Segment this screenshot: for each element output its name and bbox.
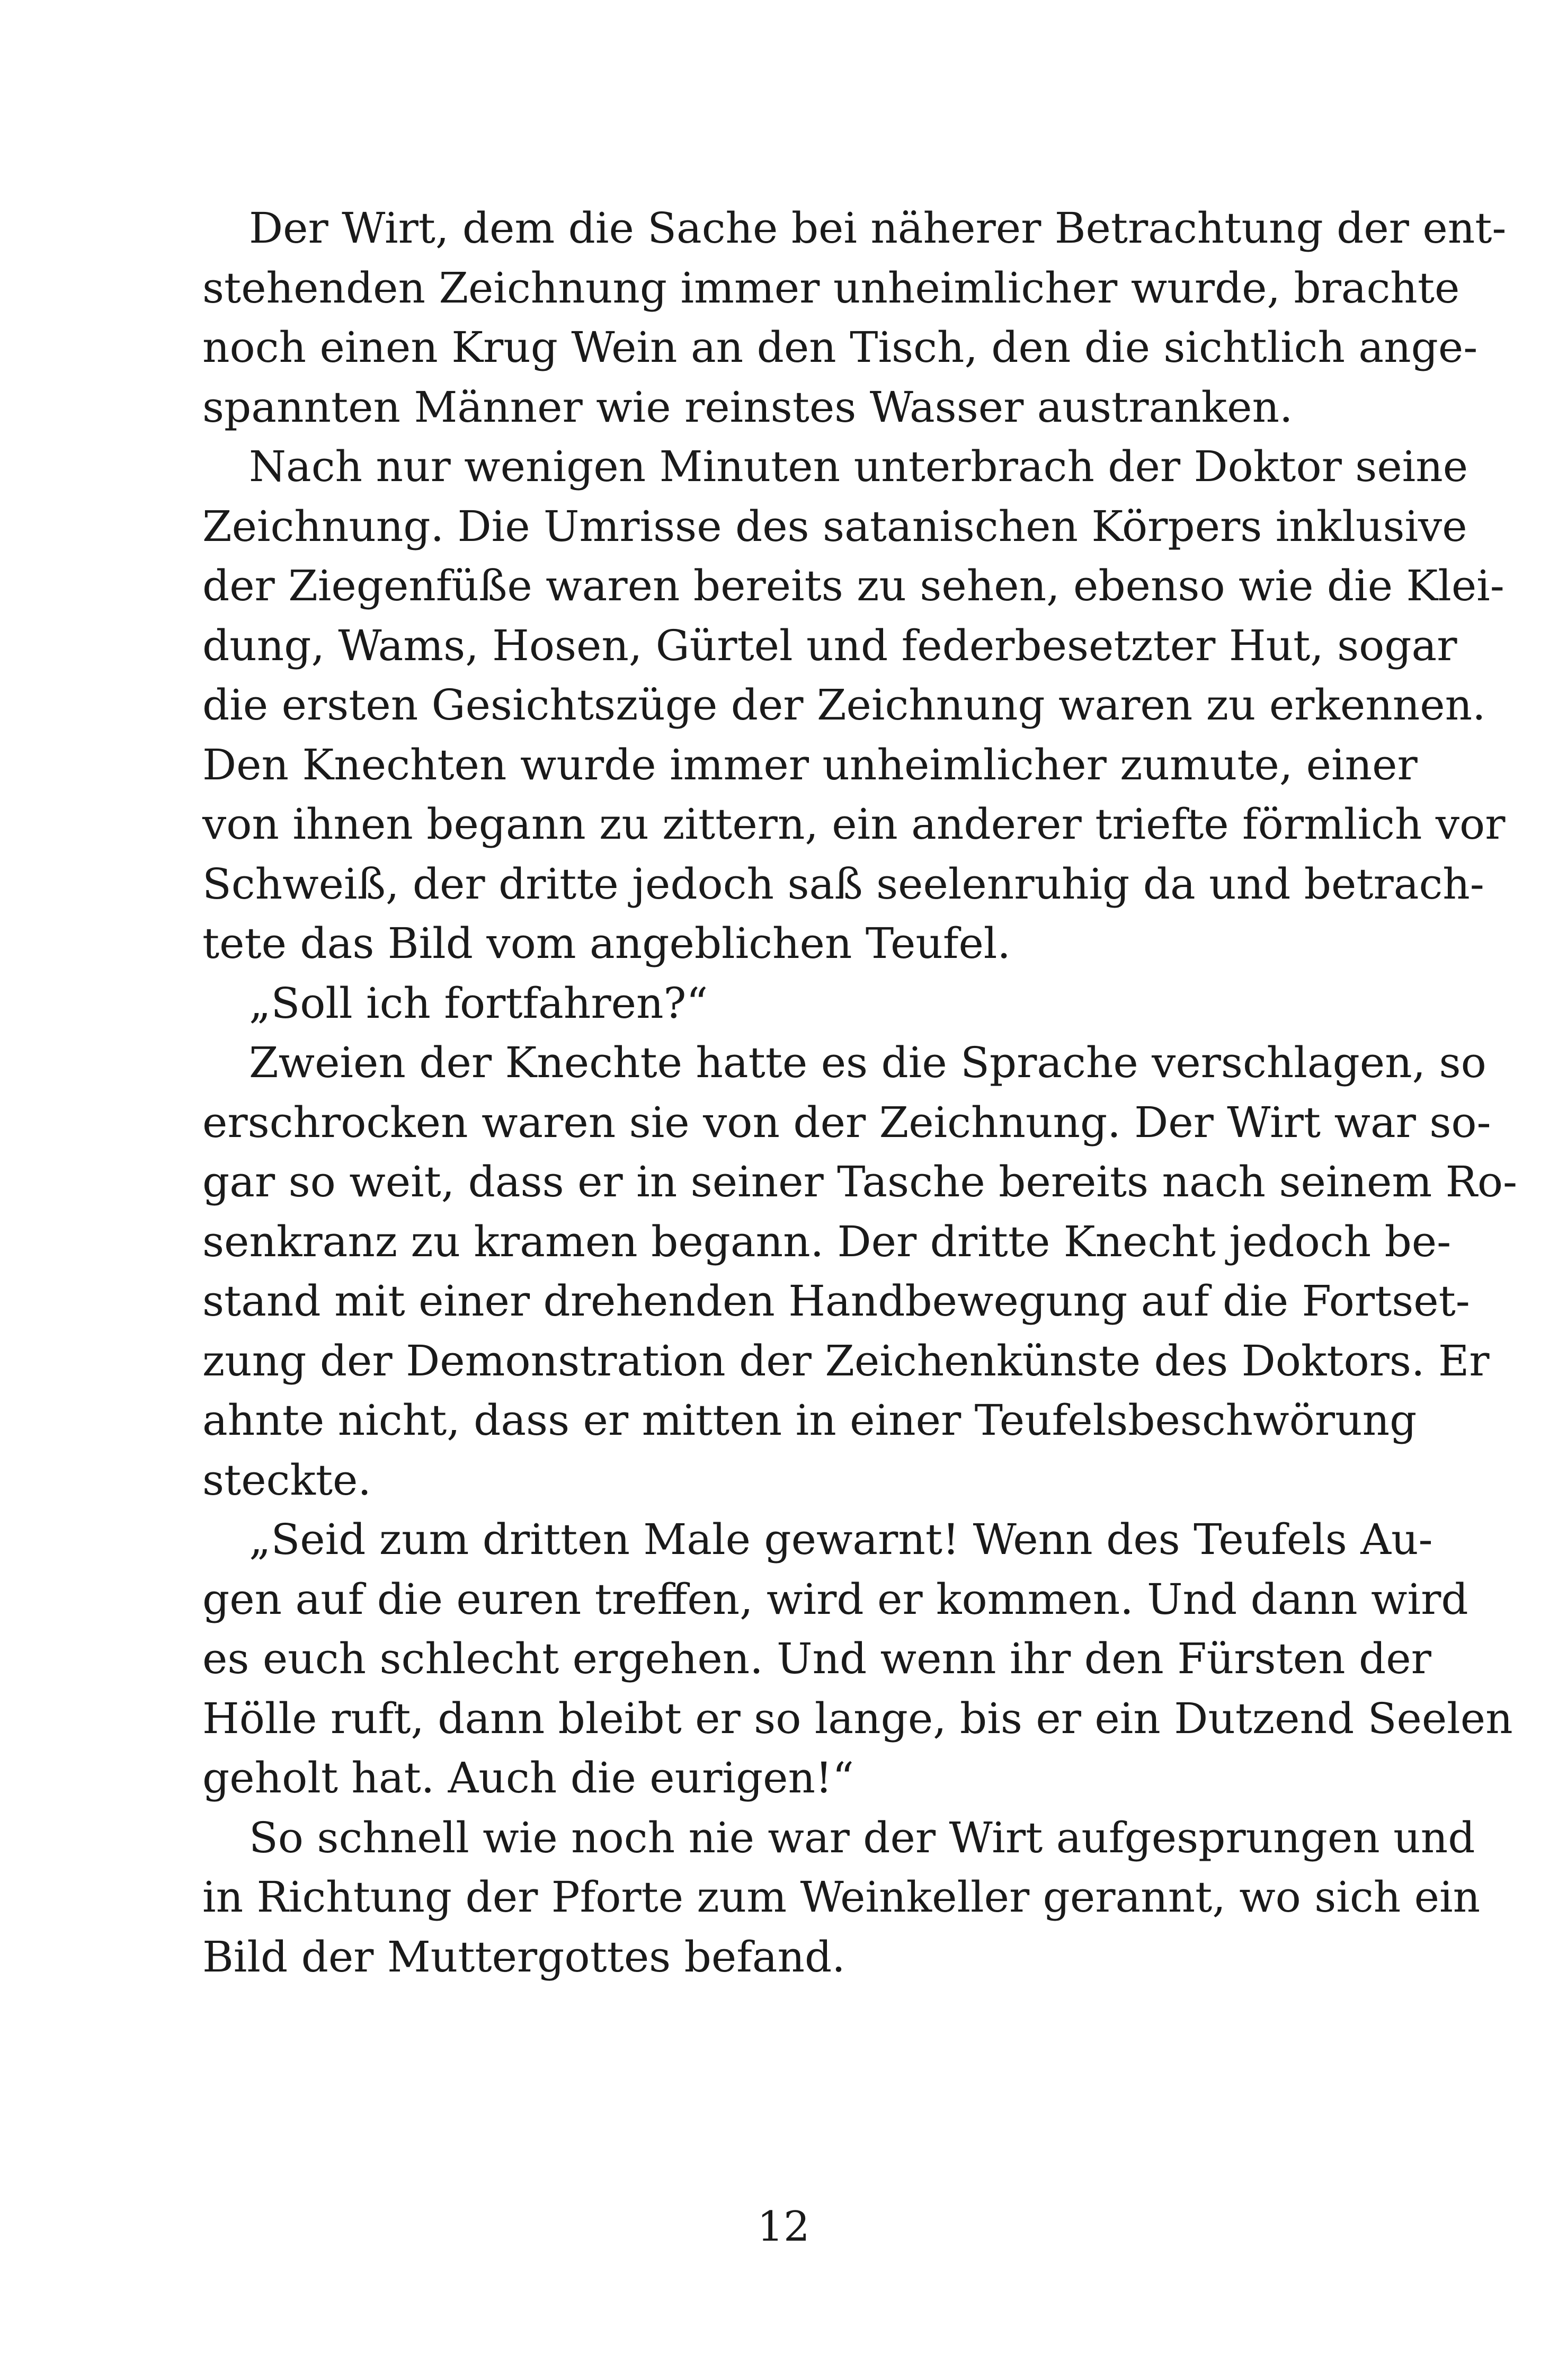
text-line: So schnell wie noch nie war der Wirt aufgesprungen und xyxy=(249,1813,1475,1862)
text-line: spannten Männer wie reinstes Wasser austranken. xyxy=(202,382,1293,432)
text-line: stand mit einer drehenden Handbewegung auf die Fortset- xyxy=(202,1276,1470,1326)
text-line: steckte. xyxy=(202,1455,371,1505)
text-line: Der Wirt, dem die Sache bei näherer Betrachtung der ent- xyxy=(249,203,1507,253)
text-line: „Soll ich fortfahren?“ xyxy=(249,978,708,1028)
text-line: Den Knechten wurde immer unheimlicher zumute, einer xyxy=(202,740,1418,789)
text-line: zung der Demonstration der Zeichenkünste des Doktors. Er xyxy=(202,1336,1490,1386)
text-line: geholt hat. Auch die eurigen!“ xyxy=(202,1753,854,1802)
text-line: gen auf die euren treffen, wird er kommen. Und dann wird xyxy=(202,1574,1468,1624)
text-line: stehenden Zeichnung immer unheimlicher wurde, brachte xyxy=(202,263,1460,313)
text-line: erschrocken waren sie von der Zeichnung. Der Wirt war so- xyxy=(202,1097,1491,1147)
body-text xyxy=(202,199,1518,1987)
text-line: gar so weit, dass er in seiner Tasche bereits nach seinem Ro- xyxy=(202,1157,1518,1206)
text-line: ahnte nicht, dass er mitten in einer Teufelsbeschwörung xyxy=(202,1396,1417,1445)
text-line: tete das Bild vom angeblichen Teufel. xyxy=(202,919,1011,968)
text-line: senkranz zu kramen begann. Der dritte Knecht jedoch be- xyxy=(202,1216,1452,1266)
page-number: 12 xyxy=(757,2203,810,2251)
text-line: „Seid zum dritten Male gewarnt! Wenn des Teufels Au- xyxy=(249,1515,1433,1564)
text-line: der Ziegenfüße waren bereits zu sehen, ebenso wie die Klei- xyxy=(202,561,1504,610)
text-line: es euch schlecht ergehen. Und wenn ihr den Fürsten der xyxy=(202,1634,1431,1683)
text-line: die ersten Gesichtszüge der Zeichnung waren zu erkennen. xyxy=(202,680,1486,730)
text-line: von ihnen begann zu zittern, ein anderer triefte förmlich vor xyxy=(202,800,1506,849)
text-line: Zeichnung. Die Umrisse des satanischen Körpers inklusive xyxy=(202,501,1467,551)
text-line: noch einen Krug Wein an den Tisch, den die sichtlich ange- xyxy=(202,323,1478,372)
text-line: Zweien der Knechte hatte es die Sprache verschlagen, so xyxy=(249,1038,1486,1087)
text-line: Hölle ruft, dann bleibt er so lange, bis er ein Dutzend Seelen xyxy=(202,1693,1513,1743)
text-line: Bild der Muttergottes befand. xyxy=(202,1932,845,1982)
text-line: dung, Wams, Hosen, Gürtel und federbesetzter Hut, sogar xyxy=(202,620,1457,670)
text-line: Nach nur wenigen Minuten unterbrach der Doktor seine xyxy=(249,442,1468,491)
text-line: Schweiß, der dritte jedoch saß seelenruhig da und betrach- xyxy=(202,859,1484,909)
text-line: in Richtung der Pforte zum Weinkeller gerannt, wo sich ein xyxy=(202,1872,1481,1922)
